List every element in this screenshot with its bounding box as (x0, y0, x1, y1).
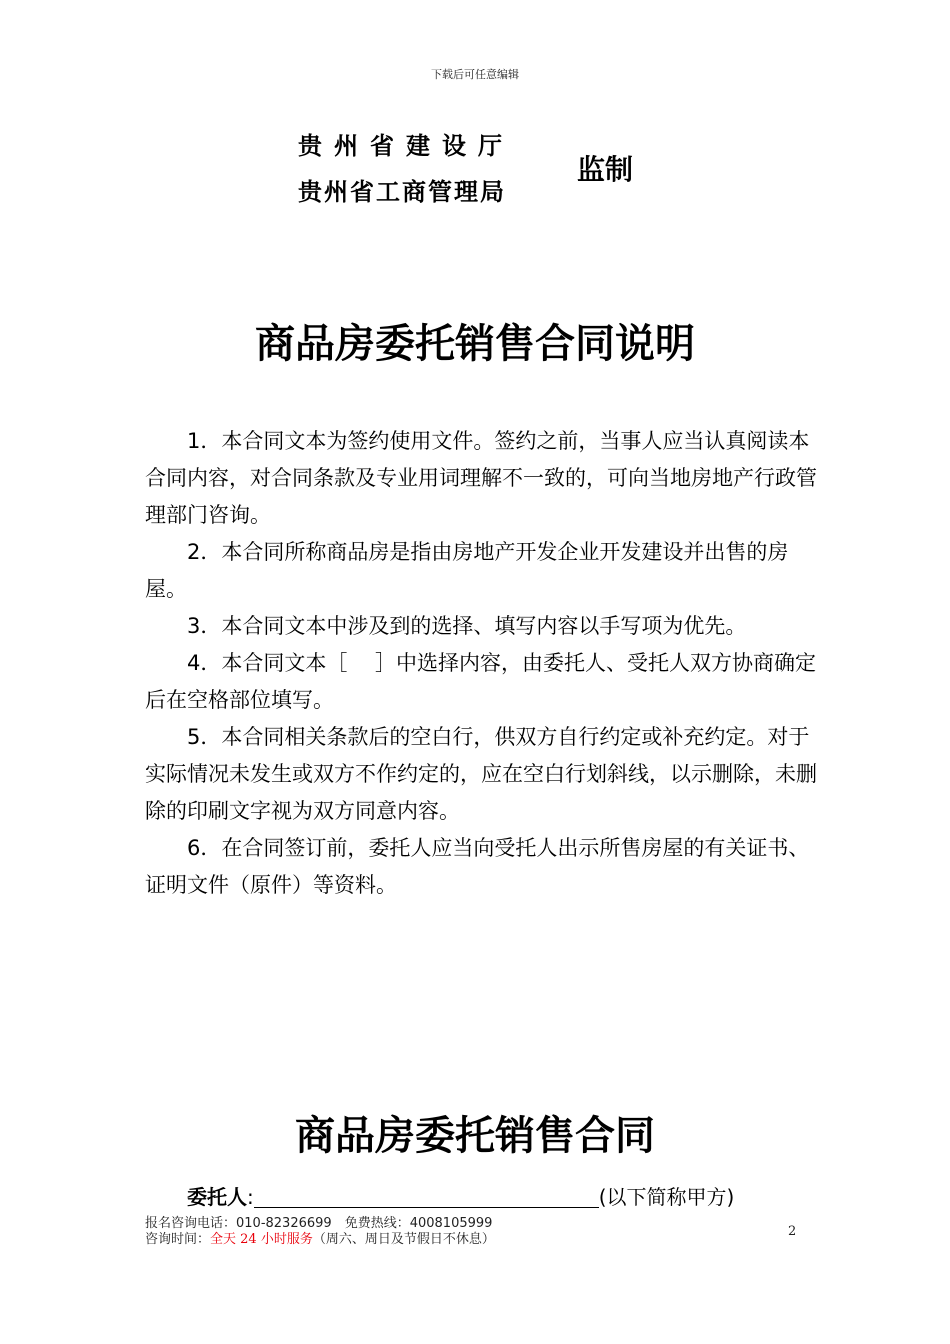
supervise-label: 监制 (577, 153, 634, 186)
explanation-item: 1．本合同文本为签约使用文件。签约之前，当事人应当认真阅读本合同内容，对合同条款及专业用词理解不一致的，可向当地房地产行政管理部门咨询。 (145, 429, 817, 527)
hours-note: （周六、周日及节假日不休息） (312, 1232, 495, 1247)
principal-party-line (187, 1182, 734, 1212)
principal-colon: : (247, 1185, 254, 1209)
explanation-item: 4．本合同文本［ ］中选择内容，由委托人、受托人双方协商确定后在空格部位填写。 (145, 651, 817, 712)
hotline-number: 4008105999 (409, 1216, 493, 1231)
principal-label: 委托人 (187, 1185, 247, 1209)
explanation-body (145, 423, 817, 904)
principal-suffix: (以下简称甲方) (598, 1185, 735, 1209)
phone-number: 010-82326699 (236, 1216, 332, 1231)
page-number: 2 (788, 1224, 797, 1239)
header-note: 下载后可任意编辑 (431, 68, 519, 81)
explanation-item: 2．本合同所称商品房是指由房地产开发企业开发建设并出售的房屋。 (145, 540, 789, 601)
explanation-item: 3．本合同文本中涉及到的选择、填写内容以手写项为优先。 (187, 614, 747, 638)
authority-commerce-bureau: 贵州省工商管理局 (298, 178, 506, 206)
explanation-item: 6．在合同签订前，委托人应当向受托人出示所售房屋的有关证书、证明文件（原件）等资料。 (145, 836, 810, 897)
hours-highlight: 全天 24 小时服务 (210, 1232, 313, 1247)
hours-label: 咨询时间： (145, 1232, 211, 1247)
explanation-title: 商品房委托销售合同说明 (255, 321, 695, 367)
footer-line-phone (145, 1216, 495, 1232)
hotline-label: 免费热线： (344, 1216, 410, 1231)
explanation-item: 5．本合同相关条款后的空白行，供双方自行约定或补充约定。对于实际情况未发生或双方不作约定的，应在空白行划斜线，以示删除，未删除的印刷文字视为双方同意内容。 (145, 725, 817, 823)
footer-contact (145, 1216, 495, 1248)
issuing-authorities (298, 126, 558, 214)
authority-construction-dept: 贵州省建设厅 (298, 132, 514, 160)
contract-title: 商品房委托销售合同 (295, 1113, 655, 1159)
footer-line-hours (145, 1232, 495, 1248)
principal-name-blank[interactable] (254, 1185, 599, 1208)
phone-label: 报名咨询电话： (145, 1216, 237, 1231)
